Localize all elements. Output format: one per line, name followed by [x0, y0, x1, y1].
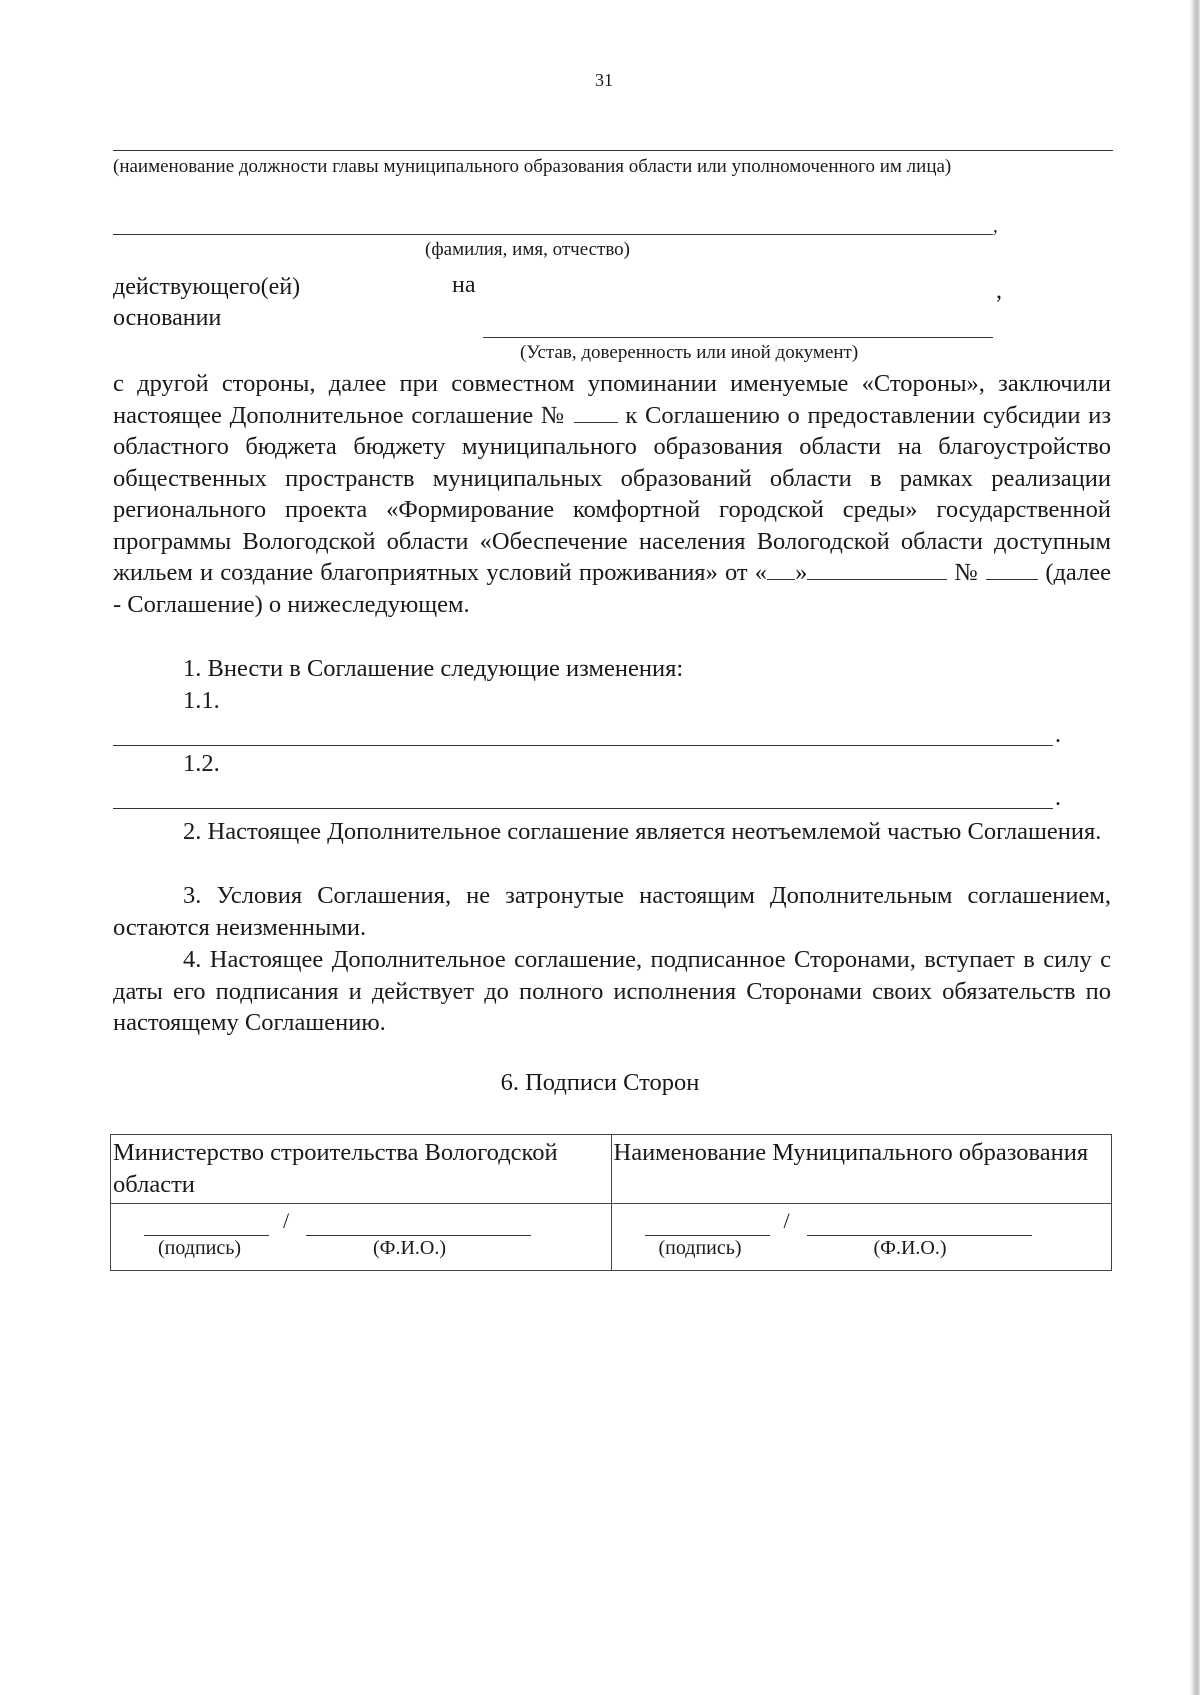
date-month-field[interactable]: [807, 557, 947, 580]
left-slash: /: [283, 1208, 290, 1233]
right-signature-line[interactable]: [645, 1235, 770, 1236]
item-4: 4. Настоящее Дополнительное соглашение, подписанное Сторонами, вступает в силу с даты его подписания и действует до полного исполнения Сторонами своих обязательств по настоящему Соглашению.: [113, 946, 1111, 1036]
right-fio-line[interactable]: [807, 1235, 1032, 1236]
right-fio-caption: (Ф.И.О.): [873, 1237, 947, 1259]
body-text-part1: с другой стороны, далее при совместном упоминании именуемые «Стороны», заключили настоящее Дополнительное соглашение №: [113, 370, 1111, 429]
body-paragraph: [113, 368, 1111, 620]
item-1-1-line: [113, 745, 1053, 746]
signatures-table: [110, 1134, 1112, 1271]
body-text-part2: к Соглашению о предоставлении субсидии из областного бюджета бюджету муниципального образования области на благоустройство общественных пространств муниципальных образований области в рамках реализации регионального проекта «Формирование комфортной городской среды» государственной программы Вологодской области «Обеспечение населения Вологодской области доступным жильем и создание благоприятных условий проживания» от «: [113, 401, 1112, 586]
acting-label: действующего(ей) основании: [113, 274, 301, 331]
agreement-ref-number-field[interactable]: [986, 557, 1038, 580]
left-party-name: Министерство строительства Вологодской области: [113, 1139, 558, 1198]
body-text-part5: (далее - Соглашение) о нижеследующем.: [113, 559, 1112, 618]
date-day-field[interactable]: [767, 557, 795, 580]
fio-comma: ,: [993, 216, 998, 237]
left-fio-caption: (Ф.И.О.): [373, 1237, 447, 1259]
right-slash: /: [783, 1208, 790, 1233]
basis-comma: ,: [996, 278, 1002, 304]
item-3: 3. Условия Соглашения, не затронутые настоящим Дополнительным соглашением, остаются неизменными.: [113, 882, 1111, 941]
body-text-part3: »: [795, 559, 808, 586]
item-1-2-period: .: [1055, 785, 1061, 811]
basis-line: [483, 337, 993, 338]
signatures-heading: 6. Подписи Сторон: [500, 1069, 700, 1096]
right-party-cell: [611, 1135, 1112, 1204]
left-signature-caption: (подпись): [158, 1237, 242, 1259]
item-2: 2. Настоящее Дополнительное соглашение является неотъемлемой частью Соглашения.: [183, 818, 1102, 845]
page-number: 31: [595, 70, 613, 90]
body-text-part4: №: [954, 559, 979, 586]
left-signature-cell: [111, 1204, 612, 1271]
scan-edge: [1190, 0, 1200, 1695]
on-label: на: [452, 272, 476, 298]
left-signature-line[interactable]: [144, 1235, 269, 1236]
left-fio-line[interactable]: [306, 1235, 531, 1236]
fio-caption: (фамилия, имя, отчество): [425, 239, 631, 260]
item-1-1-period: .: [1055, 722, 1061, 748]
left-party-cell: [111, 1135, 612, 1204]
item-1: 1. Внести в Соглашение следующие изменения:: [183, 655, 684, 682]
position-line: [113, 150, 1113, 151]
item-1-2: 1.2.: [183, 750, 220, 777]
item-1-1: 1.1.: [183, 687, 220, 714]
right-signature-caption: (подпись): [658, 1237, 742, 1259]
agreement-number-field[interactable]: [574, 400, 618, 423]
right-party-name: Наименование Муниципального образования: [613, 1139, 1089, 1166]
item-1-2-line: [113, 808, 1053, 809]
position-caption: (наименование должности главы муниципального образования области или уполномоченного им лица): [113, 156, 952, 177]
basis-caption: (Устав, доверенность или иной документ): [520, 342, 859, 363]
fio-line: [113, 234, 993, 235]
right-signature-cell: [611, 1204, 1112, 1271]
